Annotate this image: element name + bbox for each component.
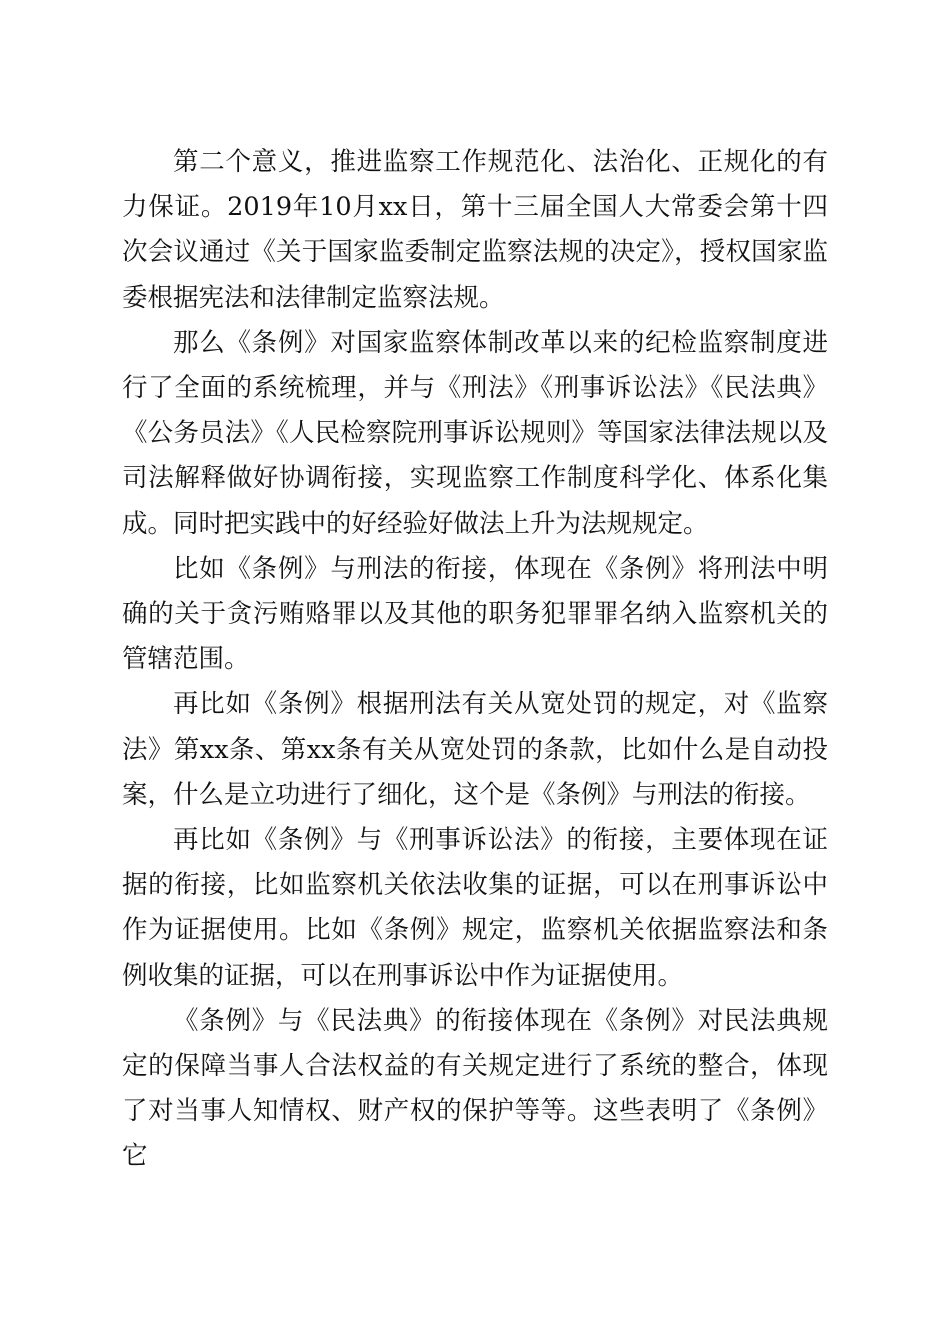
paragraph-3: 比如《条例》与刑法的衔接，体现在《条例》将刑法中明确的关于贪污贿赂罪以及其他的职务犯罪罪名纳入监察机关的管辖范围。	[122, 553, 828, 675]
document-body	[122, 140, 828, 1180]
paragraph-1: 第二个意义，推进监察工作规范化、法治化、正规化的有力保证。2019年10月xx日，第十三届全国人大常委会第十四次会议通过《关于国家监委制定监察法规的决定》，授权国家监委根据宪法和法律制定监察法规。	[122, 147, 828, 313]
paragraph-4: 再比如《条例》根据刑法有关从宽处罚的规定，对《监察法》第xx条、第xx条有关从宽处罚的条款，比如什么是自动投案，什么是立功进行了细化，这个是《条例》与刑法的衔接。	[122, 689, 828, 810]
paragraph-6: 《条例》与《民法典》的衔接体现在《条例》对民法典规定的保障当事人合法权益的有关规定进行了系统的整合，体现了对当事人知情权、财产权的保护等等。这些表明了《条例》它	[122, 1005, 828, 1172]
paragraph-2: 那么《条例》对国家监察体制改革以来的纪检监察制度进行了全面的系统梳理，并与《刑法》《刑事诉讼法》《民法典》《公务员法》《人民检察院刑事诉讼规则》等国家法律法规以及司法解释做好协调衔接，实现监察工作制度科学化、体系化集成。同时把实践中的好经验好做法上升为法规规定。	[122, 327, 828, 539]
paragraph-5: 再比如《条例》与《刑事诉讼法》的衔接，主要体现在证据的衔接，比如监察机关依法收集的证据，可以在刑事诉讼中作为证据使用。比如《条例》规定，监察机关依据监察法和条例收集的证据，可以在刑事诉讼中作为证据使用。	[122, 825, 828, 991]
